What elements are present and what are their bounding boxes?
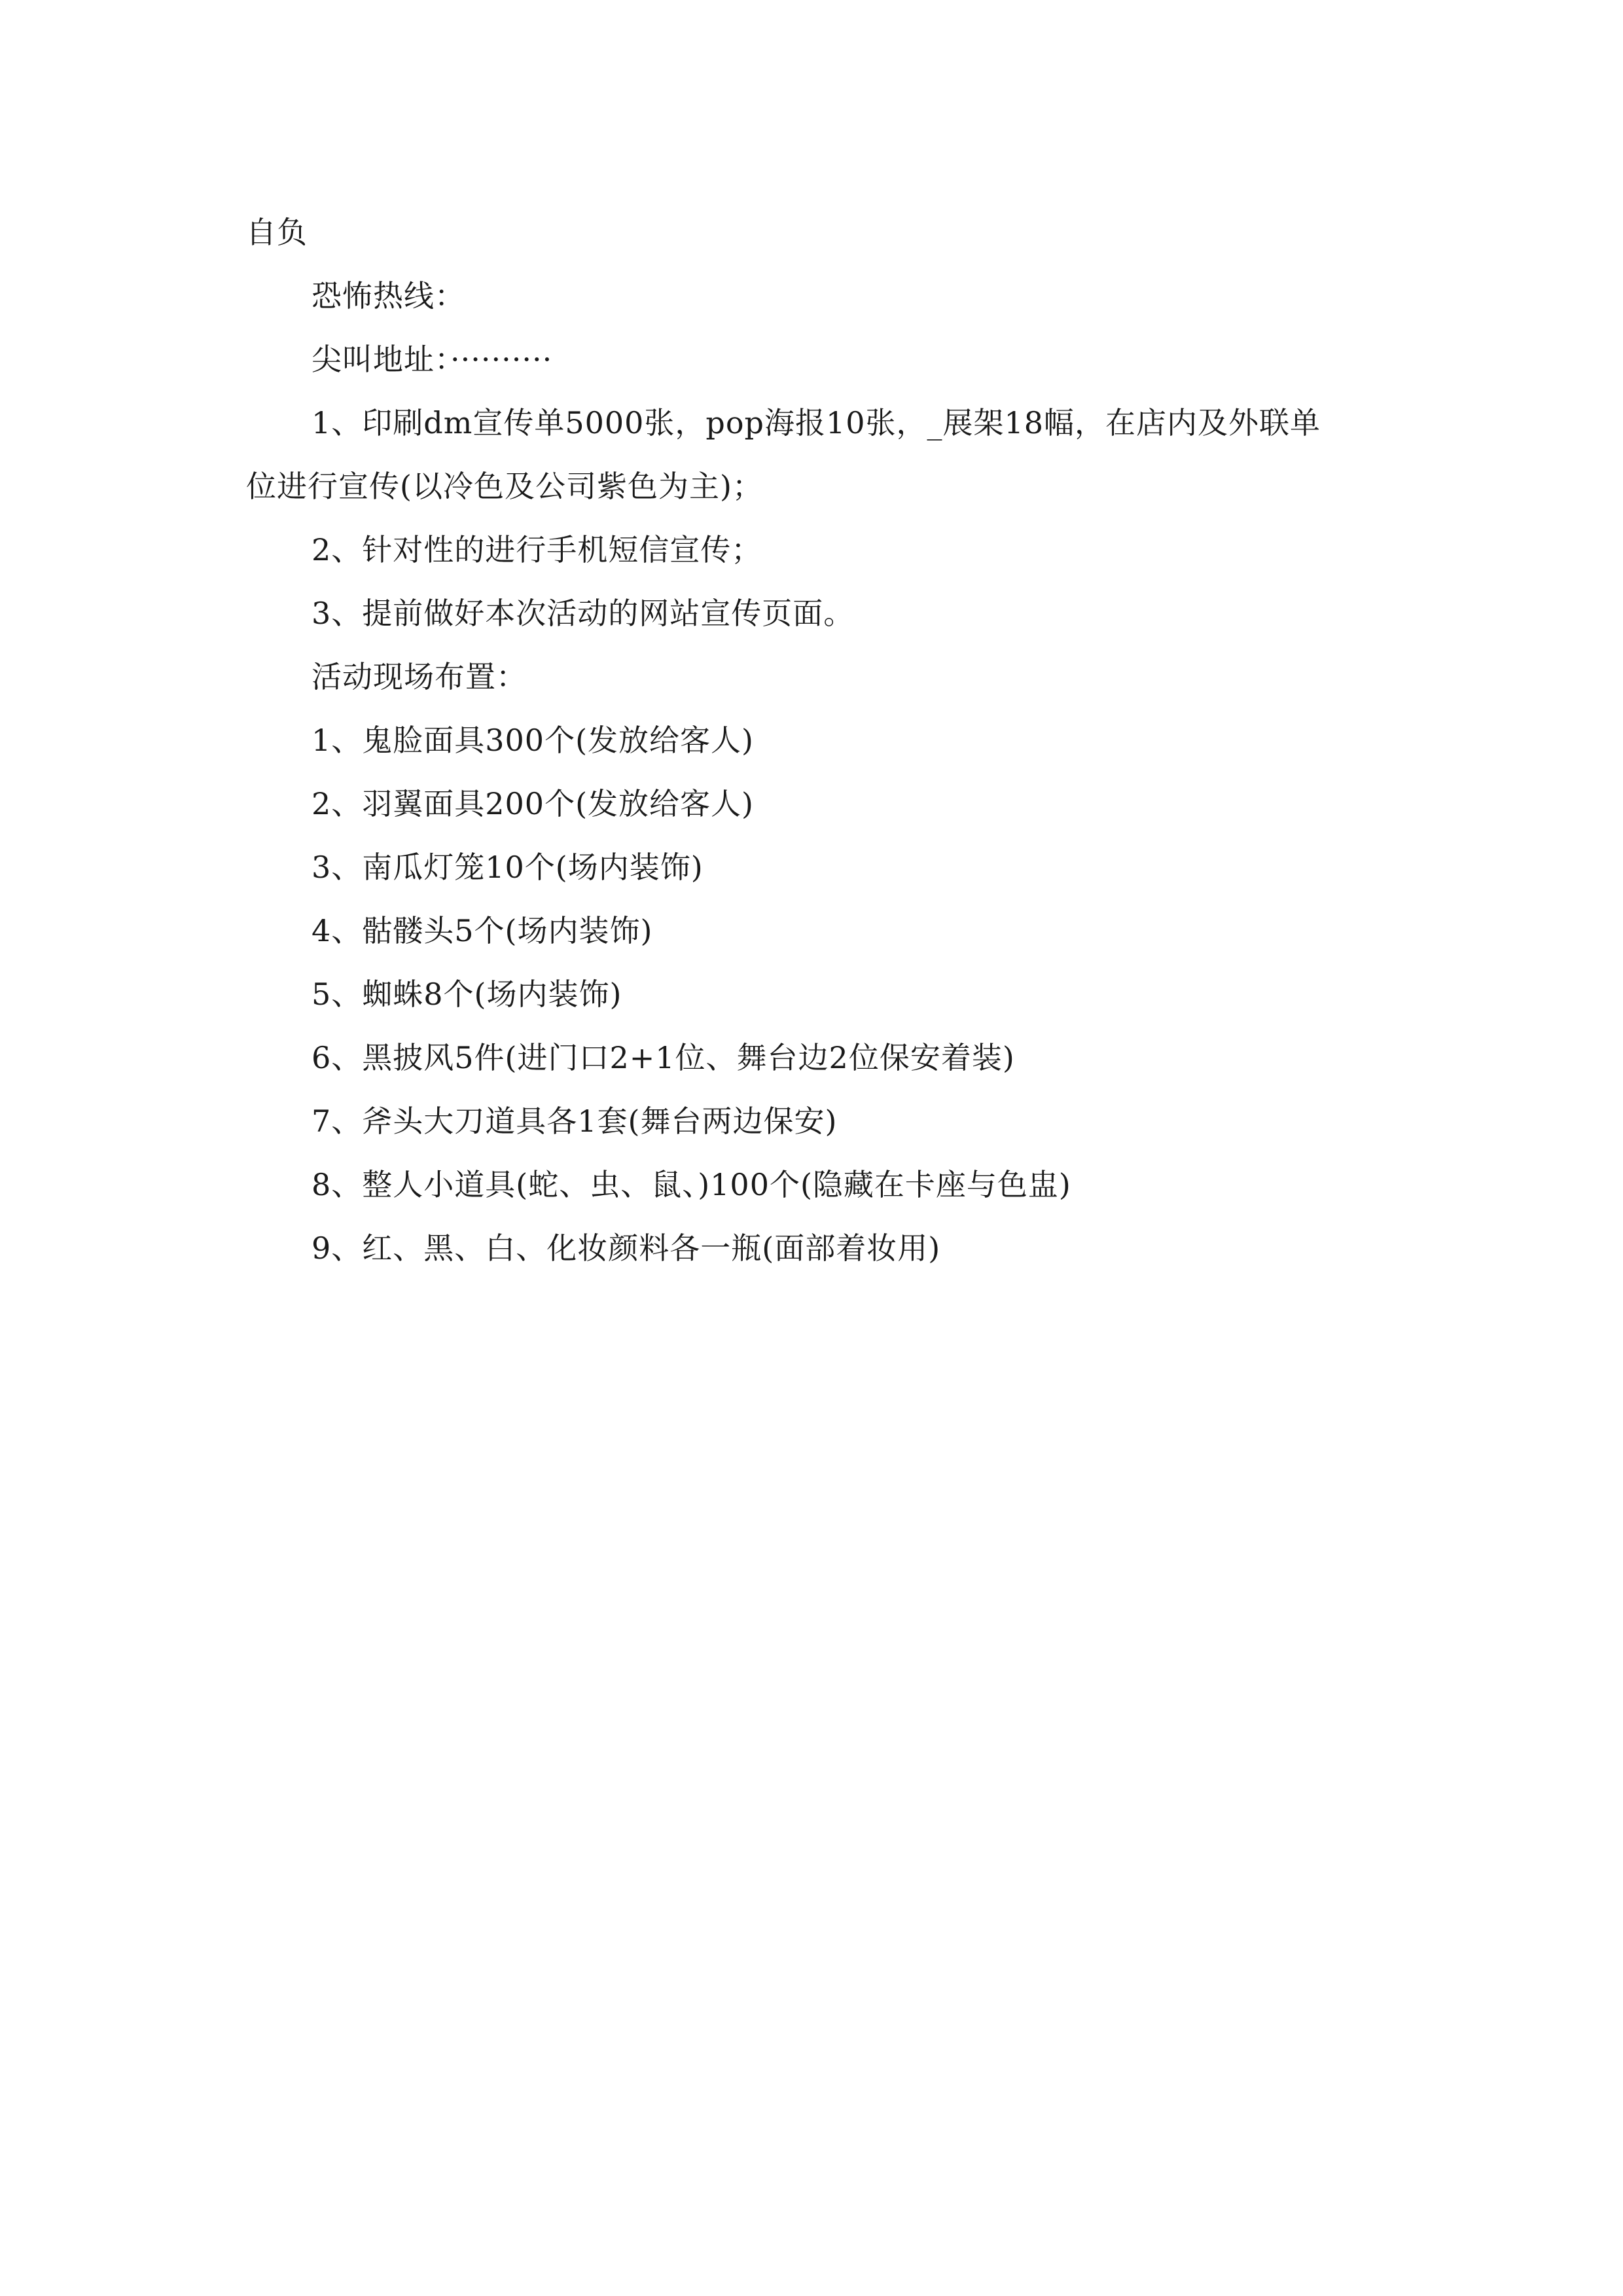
list-item-ghost-mask: 1、鬼脸面具300个(发放给客人)	[312, 723, 754, 758]
list-item-black-cape: 6、黑披风5件(进门口2+1位、舞台边2位保安着装)	[312, 1040, 1015, 1075]
document-body	[246, 201, 1385, 1280]
list-item-axe-blade-props: 7、斧头大刀道具各1套(舞台两边保安)	[312, 1103, 838, 1139]
list-item-skull: 4、骷髅头5个(场内装饰)	[312, 913, 653, 948]
list-item-pumpkin-lantern: 3、南瓜灯笼10个(场内装饰)	[312, 850, 704, 885]
text-line-address: 尖叫地址：··········	[312, 342, 553, 377]
text-line-zifu: 自负	[246, 215, 308, 250]
list-item-spider: 5、蜘蛛8个(场内装饰)	[312, 977, 622, 1012]
section-heading-venue-setup: 活动现场布置：	[312, 659, 527, 694]
list-item-sms-promo: 2、针对性的进行手机短信宣传；	[312, 532, 762, 567]
list-item-wing-mask: 2、羽翼面具200个(发放给客人)	[312, 786, 754, 821]
list-item-print-promo-continued: 位进行宣传(以冷色及公司紫色为主)；	[246, 469, 763, 504]
list-item-print-promo: 1、印刷dm宣传单5000张，pop海报10张，_展架18幅，在店内及外联单	[312, 405, 1321, 440]
list-item-web-promo: 3、提前做好本次活动的网站宣传页面。	[312, 596, 855, 631]
text-line-hotline: 恐怖热线：	[312, 278, 465, 314]
list-item-prank-props: 8、整人小道具(蛇、虫、鼠、)100个(隐藏在卡座与色盅)	[312, 1167, 1071, 1202]
list-item-makeup-paint: 9、红、黑、白、化妆颜料各一瓶(面部着妆用)	[312, 1230, 941, 1266]
